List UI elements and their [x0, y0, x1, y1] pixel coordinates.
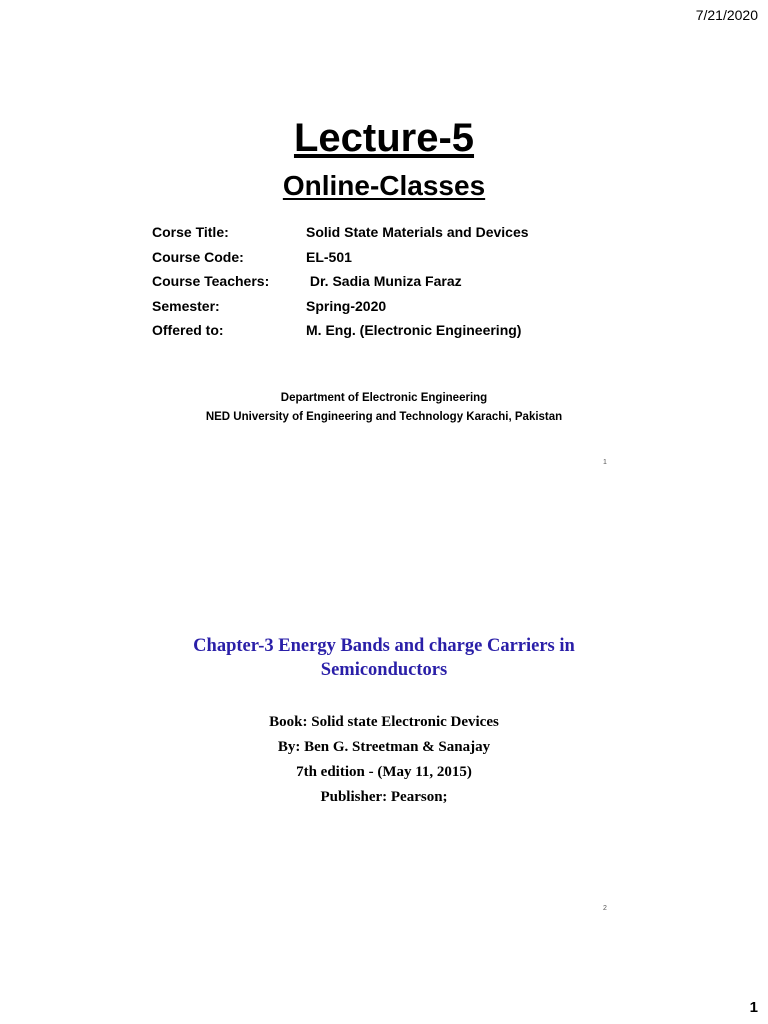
chapter-line: Semiconductors: [320, 660, 448, 680]
slide-number: 1: [603, 459, 607, 466]
lecture-subtitle: Online-Classes: [282, 170, 486, 201]
course-info-table: [152, 220, 529, 343]
book-publisher: Publisher: Pearson;: [320, 789, 448, 805]
info-value: Dr. Sadia Muniza Faraz: [306, 273, 462, 290]
book-edition: 7th edition - (May 11, 2015): [296, 764, 472, 780]
info-label: Course Code:: [152, 248, 244, 265]
semester-row: [152, 294, 529, 319]
info-value: EL-501: [306, 248, 352, 265]
offered-to-row: [152, 318, 529, 343]
department-block: [0, 389, 768, 427]
course-code-row: [152, 245, 529, 270]
info-label: Course Teachers:: [152, 273, 270, 290]
book-info: [0, 710, 768, 810]
university-name: NED University of Engineering and Technology Karachi, Pakistan: [205, 411, 563, 423]
slide-number: 2: [603, 905, 607, 912]
department-name: Department of Electronic Engineering: [280, 392, 488, 404]
course-title-row: [152, 220, 529, 245]
info-value: Solid State Materials and Devices: [306, 224, 529, 241]
info-value: M. Eng. (Electronic Engineering): [306, 322, 522, 339]
print-date: 7/21/2020: [695, 7, 758, 23]
chapter-heading: [0, 634, 768, 682]
info-value: Spring-2020: [306, 297, 387, 314]
lecture-title: Lecture-5: [293, 116, 475, 160]
info-label: Offered to:: [152, 322, 224, 339]
book-title: Book: Solid state Electronic Devices: [269, 714, 499, 730]
course-teachers-row: [152, 269, 529, 294]
page-number: 1: [749, 999, 758, 1016]
chapter-line: Chapter-3 Energy Bands and charge Carriers in: [193, 636, 575, 656]
info-label: Semester:: [152, 297, 220, 314]
info-label: Corse Title:: [152, 224, 229, 241]
book-authors: By: Ben G. Streetman & Sanajay: [277, 739, 491, 755]
